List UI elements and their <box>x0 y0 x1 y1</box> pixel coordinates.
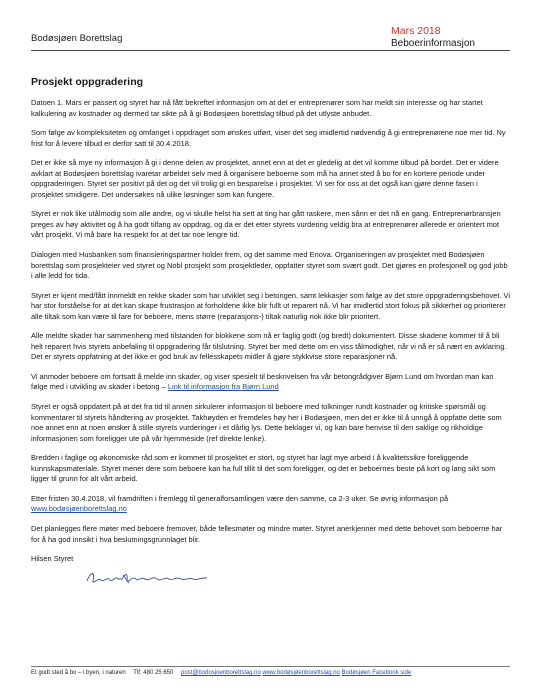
paragraph-rumours: Styret er også oppdatert på at det fra tid til annen sirkulerer informasjon til beboere med tolkninger rundt kostnader og kritiske spørsmål og kommentarer til styrets håndtering av prosjektet. Takhøyden er fremdeles høy her i Bodøsjøen, men det er ikke til å unngå å oppfatte dette som noe annet enn at noen ønsker å stille styrets vurderinger i et dårlig lys. Dette beklager vi, og kan bare henvise til den saklige og rikholdige informasjonen som foreligger ute på vår hjemmeside (ref direkte lenke). <box>31 402 502 443</box>
paragraph-deadline: Som følge av kompleksiteten og omfanget i oppdraget som ønskes utført, viser det seg imidlertid nødvendig å gi entreprenørene noe mer tid. Ny frist for å levere tilbud er derfor satt til 30.4.2018. <box>31 128 506 148</box>
footer <box>31 670 411 676</box>
footer-phone: Tlf: 480 25 650 <box>133 670 174 676</box>
document-type: Beboerinformasjon <box>391 38 475 49</box>
letter-body <box>31 98 511 589</box>
organization-name: Bodøsjøen Borettslag <box>31 33 123 44</box>
footer-email-link[interactable]: post@bodosjoenborettslag.no <box>181 670 261 676</box>
paragraph-patience: Styret er nok like utålmodig som alle andre, og vi skulle helst ha sett at ting har gått raskere, men sånn er det nå en gang. Entreprenørbransjen preges av høy aktivitet og å ha godt tilfang av oppdrag, og da er det etter styrets vurdering veldig bra at entreprenører allerede er orientert mot vårt prosjekt. Vi må bare ha respekt for at det tar noe lengre tid. <box>31 209 501 240</box>
paragraph-intro: Datoen 1. Mars er passert og styret har nå fått bekreftet informasjon om at det er entreprenører som har meldt sin interesse og har startet kalkulering av kostnader og dermed tar sikte på å gi Bodøsjøen borettslag tilbud på det utlyste anbudet. <box>31 98 483 118</box>
closing-greeting: Hilsen Styret <box>31 554 74 564</box>
paragraph-meetings: Det planlegges flere møter med beboere fremover, både fellesmøter og mindre møter. Styret anerkjenner med dette behovet som beboerne har for å ha god innsikt i hva beslutningsgrunnlaget blir. <box>31 523 503 544</box>
paragraph-report-damages <box>31 372 511 393</box>
paragraph-repairs: Alle meldte skader har sammenheng med tilstanden for blokkene som nå er faglig godt (og bredt) dokumentert. Disse skadene kommer til å bli helt reparert hvis styrets anbefaling til oppgradering får tilslutning. Styret ber med dette om en viss tålmodighet, når vi nå er så nært en avklaring. Det er styrets oppfatning at det ikke er god bruk av fellesskapets midler å gjøre stykkvise store reparasjoner nå. <box>31 331 507 362</box>
paragraph-timeline-text: Etter fristen 30.4.2018, vil framdriften i fremlegg til generalforsamlingen være den samme, ca 2-3 uker. Se øvrig informasjon på <box>31 493 449 503</box>
paragraph-report-text: Vi anmoder beboere om fortsatt å melde inn skader, og viser spesielt til beskrivelsen fra vår betongrådgiver Bjørn Lund om hvordan man kan følge med i utvikling av skader i betong – <box>31 371 494 392</box>
website-link[interactable]: www.bodøsjøenborettslag.no <box>31 504 127 514</box>
paragraph-expertise: Bredden i faglige og økonomiske råd som er kommet til prosjektet er stort, og styret har lagt mye arbeid i å kvalitetssikre foreliggende kunnskapsmateriale. Styret mener dere som beboere kan ha full tillit til det som foreligger, og det er beboernes beste på kort og lang sikt som ligger til grunn for alt vårt arbeid. <box>31 453 496 484</box>
document-date: Mars 2018 <box>391 25 441 37</box>
paragraph-organizing: Det er ikke så mye ny informasjon å gi i denne delen av prosjektet, annet enn at det er gledelig at det vil komme tilbud på bordet. Det er videre avklart at Bodøsjøen borettslag ivaretar arbeidet selv med å organisere beboerne som må ha annet sted å bo for en kortere periode under oppgraderingen. Styret ser positivt på det og det vil trolig gi en besparelse i prosjektet. Vi ser for oss at det også kan gjøre denne fasen i prosjektet smidigere. Det undersøkes nå ulike løsninger som kan fungere. <box>31 158 499 199</box>
paragraph-timeline <box>31 494 511 515</box>
page-title: Prosjekt oppgradering <box>31 76 144 88</box>
bjorn-lund-info-link[interactable]: Link til informasjon fra Bjørn Lund <box>167 382 279 392</box>
footer-website-link[interactable]: www.bodøsjøenborettslag.no <box>262 670 340 676</box>
paragraph-damages: Styret er kjent med/fått innmeldt en rekke skader som har utviklet seg i betongen, samt lekkasjer som følge av det store oppgraderingsbehovet. Vi har stor forståelse for at det kan skape frustrasjon at forholdene ikke blir fullt ut reparert nå. Vi har imidlertid stort fokus på sikkerhet og prioriterer alle tiltak som kan være til fare for beboere, mens større (reparasjons-) tiltak naturlig nok ikke blir prioritert. <box>31 290 510 321</box>
paragraph-dialogue: Dialogen med Husbanken som finansieringspartner holder frem, og det samme med Enova. Organiseringen av prosjektet med Bodøsjøen borettslag som prosjekteier ved styret og Nobl prosjekt som prosjektleder, oppfatter styret som svært godt. Det gjøres en profesjonell og god jobb i alle ledd for tida. <box>31 250 508 281</box>
handwritten-signature <box>31 569 511 589</box>
footer-slogan: Et godt sted å bo – i byen, i naturen <box>31 670 126 676</box>
footer-divider <box>31 666 510 667</box>
footer-facebook-link[interactable]: Bodøsjøen Facebook side <box>341 670 412 676</box>
header-divider <box>31 50 510 51</box>
